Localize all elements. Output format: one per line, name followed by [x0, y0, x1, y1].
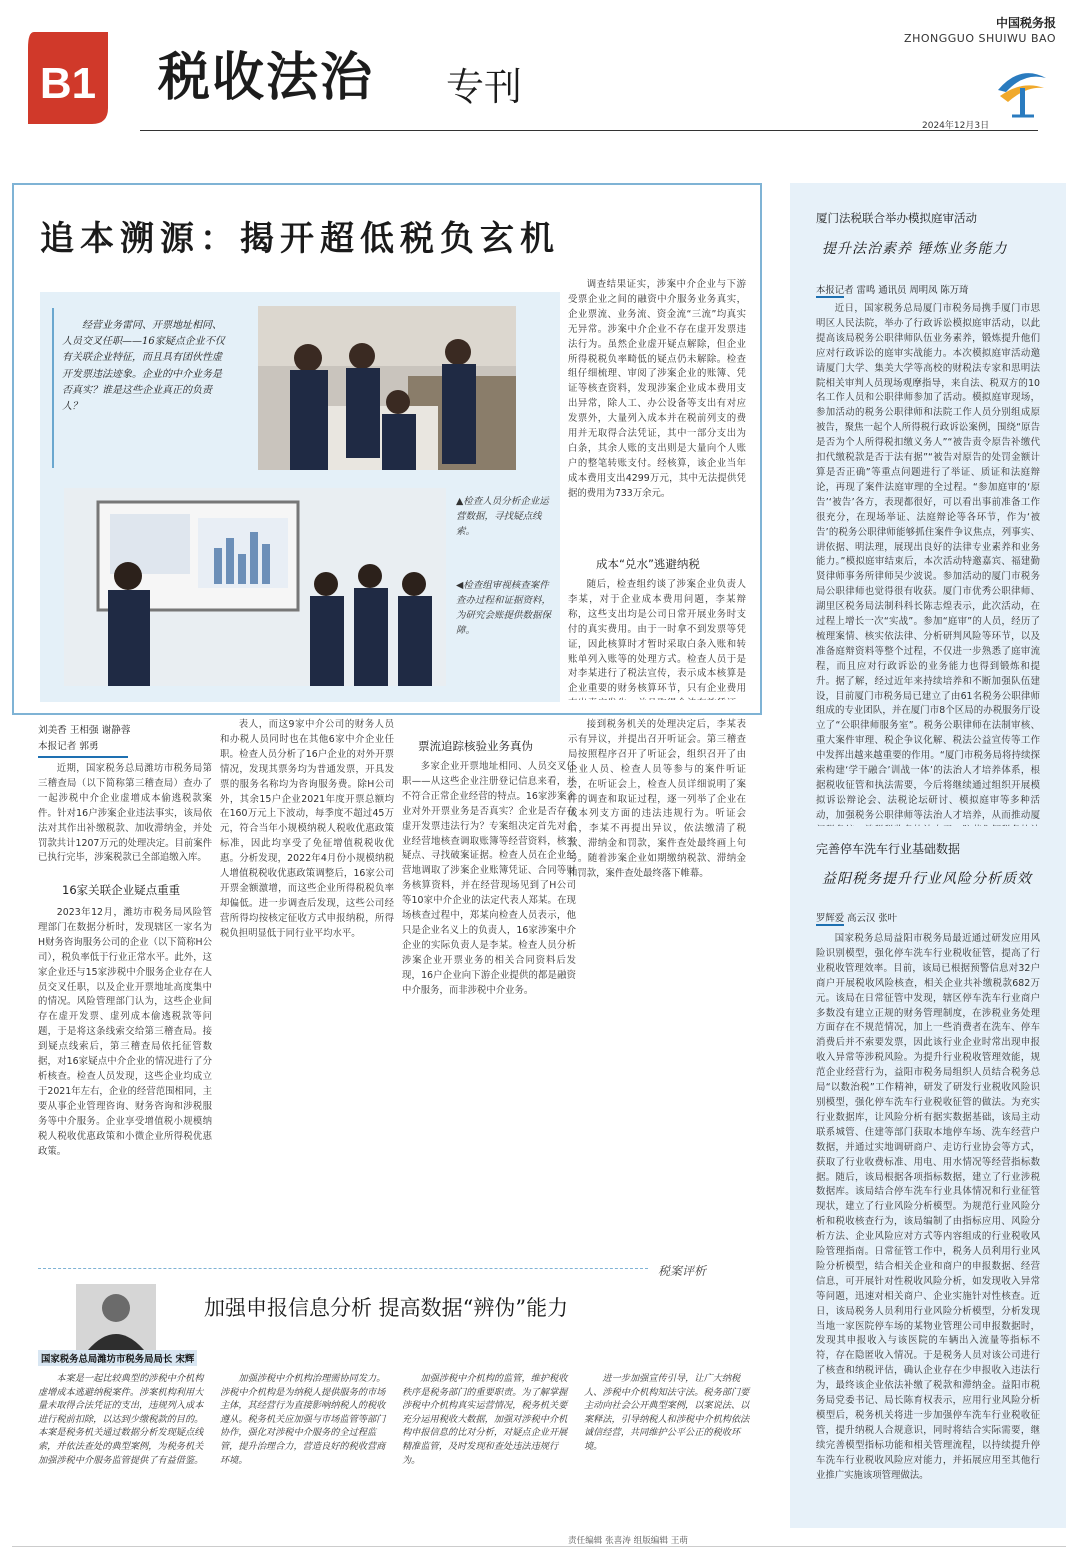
author-caption: 国家税务总局潍坊市税务局局长 宋辉: [38, 1350, 197, 1366]
paragraph: 进一步加强宣传引导，让广大纳税人、涉税中介机构知法守法。税务部门要主动向社会公开典型案例，以案说法、以案释法，引导纳税人和涉税中介机构依法诚信经营，共同维护公平公正的税收环境。: [584, 1373, 750, 1452]
paragraph: 接到税务机关的处理决定后，李某表示有异议，并提出召开听证会。第三稽查局按照程序召开了听证会，组织召开了由企业人员、检查人员等参与的案件听证会，在听证会上，检查人员详细说明了案件的调查和取证过程，逐一列举了企业在成本列支方面的违法违规行为。听证会后，李某不再提出异议，依法缴清了税款、滞纳金和罚款，案件查处最终画上句号。随着涉案企业如期缴纳税款、滞纳金和罚款，案件查处最终落下帷幕。: [568, 719, 746, 880]
sidebar-subtitle: 益阳税务提升行业风险分析质效: [822, 871, 1032, 887]
article-column: [38, 906, 212, 1250]
sidebar-headline: 完善停车洗车行业基础数据: [816, 842, 961, 856]
byline-authors: 刘美香 王相强 谢静蓉: [38, 725, 131, 736]
commentary-column: [402, 1372, 572, 1522]
paper-logo-icon: [990, 60, 1052, 122]
section-title: 税收法治: [158, 47, 375, 108]
sidebar-byline: 本报记者 雷鸣 通讯员 周明凤 陈万琦: [816, 285, 969, 296]
paragraph: 表人，而这9家中介公司的财务人员和办税人员同时也在其他6家中介企业任职。检查人员分析了16户企业的对外开票情况，发现其票务均为普通发票，开具发票的服务名称均为咨询服务费。除H公司外，其余15户企业2021年度开票总额均在160万元上下波动，每季度不超过45万元，符合当年小规模纳税人税收优惠政策标准，因此均享受了免征增值税税收优惠。分析发现，2022年4月份小规模纳税人增值税税收优惠政策调整后，16家公司开票金额激增，而这些企业所得税税负率却偏低。进一步调查后发现，这些公司经营所得均按核定征收方式申报纳税，所得税负担明显低于同行业平均水平。: [220, 719, 394, 939]
masthead-rule: [140, 130, 1038, 131]
byline-rule: [816, 924, 844, 926]
paragraph: 近日，国家税务总局厦门市税务局携手厦门市思明区人民法院，举办了行政诉讼模拟庭审活动，以此提高该局税务公职律师队伍业务素养，锻炼提升他们应对行政诉讼的庭审实战能力。本次模拟庭审活动邀请厦门大学、集美大学等高校的财税法专家和思明法院相关审判人员现场观摩指导，来自法、税双方的10名工作人员和公职律师参加了活动。模拟庭审现场，参加活动的税务公职律师和法院工作人员分别组成原被告，聚焦一起个人所得税行政诉讼案例，围绕“原告是否为个人所得税扣缴义务人”“被告责令原告补缴代扣代缴税款是否于法有据”“被告对原告的处罚金额计算是否正确”等重点问题进行了举证、质证和法庭辩论，再现了案件法庭审理的全过程。“参加庭审的‘原告’‘被告’各方，表现都很好，可以看出事前准备工作很充分，在现场举证、法庭辩论等各环节，作为‘被告’的税务公职律师能够抓住案件争议焦点，列事实、讲依据、明法理，展现出良好的法律专业素养和业务能力。”模拟庭审结束后，本次活动特邀嘉宾、福建勤贤律师事务所律师吴少波说。参加活动的厦门市税务局公职律师也觉得很有收获。厦门市优秀公职律师、湖里区税务局法制科科长陈志煌表示，此次活动，在过程上增长一次“实战”。参加“庭审”的人员，经历了梳理案情、核实依法律、分析研判风险等环节，以及准备庭辩资料等整个过程，不仅进一步熟悉了庭审流程，而且应对行政诉讼的业务能力也得到锻炼和提升。据了解，经过近年来持续培养和不断加强队伍建设，目前厦门市税务局已建立了由61名税务公职律师组成的专业团队，并在厦门市8个区局的办税服务厅设立了“公职律师服务室”。税务公职律师在法制审核、重大案件审理、税企争议化解、税法公益宣传等工作中发挥出越来越重要的作用。“厦门市税务局将持续探索构建‘学干融合’训战一体’的法治人才培养体系，根据税收征管和执法需要，今后将继续通过组织开展模拟诉讼辩论会、法税论坛研讨、模拟庭审等多种活动，加强税务公职律师等法治人才培养，从而推动厦: [816, 303, 1040, 821]
paragraph: 本案是一起比较典型的涉税中介机构虚增成本逃避纳税案件。涉案机构利用大量未取得合法凭证的支出，违规列入成本进行税前扣除，以达到少缴税款的目的。本案是税务机关通过数据分析发现疑点线索，并依法查处的典型案例，为税务机关加强涉税中介服务监管提供了有益借鉴。: [38, 1373, 204, 1466]
subheading: 票流追踪核验业务真伪: [418, 739, 533, 753]
lead-text: 经营业务雷同、开票地址相同、人员交叉任职——16家疑点企业不仅有关联企业特征，而且具有团伙性虚开发票违法迹象。企业的中介业务是否真实？谁是这些企业真正的负责人？: [62, 320, 225, 413]
article-column: [220, 718, 394, 1250]
paragraph: 近期，国家税务总局潍坊市税务局第三稽查局（以下简称第三稽查局）查办了一起涉税中介企业虚增成本偷逃税款案件。针对16户涉案企业违法事实，该局依法对其作出补缴税款、加收滞纳金，并处罚款共计1207万元的处理决定。目前案件已执行完毕，涉案税款已全部追缴入库。: [38, 763, 212, 864]
sidebar-subtitle: 提升法治素养 锤炼业务能力: [822, 241, 1008, 257]
section-subtitle: 专刊: [446, 65, 523, 109]
article-column: [568, 578, 746, 700]
issue-date: 2024年12月3日: [922, 121, 990, 131]
commentary-column: [38, 1372, 208, 1522]
photo-caption-1: ▲检查人员分析企业运营数据，寻找疑点线索。: [456, 496, 549, 537]
editor-credit: 责任编辑 张喜涛 组版编辑 王萌: [568, 1536, 688, 1546]
page-code: B1: [39, 59, 97, 108]
sidebar-byline: 罗辉爱 高云汉 张叶: [816, 913, 897, 924]
photo-inspectors-at-screen: [64, 488, 446, 686]
paragraph: 加强涉税中介机构治理需协同发力。涉税中介机构是为纳税人提供服务的市场主体，其经营行为直接影响纳税人的税收遵从。税务机关应加强与市场监管等部门协作，强化对涉税中介服务的全过程监管，提升治理合力，营造良好的税收营商环境。: [220, 1373, 386, 1466]
paragraph: 2023年12月，潍坊市税务局风险管理部门在数据分析时，发现辖区一家名为H财务咨询服务公司的企业（以下简称H公司），税负率低于行业正常水平。此外，这家企业还与15家涉税中介服务企业存在人员交叉任职，以及企业开票地址高度集中的情况。风险管理部门认为，这些企业间存在虚开发票、虚列成本偷逃税款等问题，于是将这条线索交给第三稽查局。接到疑点线索后，第三稽查局依托征管数据，对16家疑点中介企业的情况进行了分析核查。检查人员发现，这些企业均成立于2021年左右，企业的经营范围相同，主要从事企业管理咨询、财务咨询和涉税服务等中介服务。企业享受增值税小规模纳税人税收优惠政策和小微企业所得税优惠政策。: [38, 907, 212, 1157]
article-column: [402, 760, 576, 1250]
sidebar-article-body: [816, 302, 1040, 826]
author-portrait: [76, 1284, 156, 1350]
paragraph: 加强涉税中介机构的监管，维护税收秩序是税务部门的重要职责。为了解掌握涉税中介机构真实运营情况，税务机关要充分运用税收大数据，加强对涉税中介机构申报信息的比对分析，对疑点企业开展精准监管，及时发现和查处违法违规行为。: [402, 1373, 568, 1466]
paragraph: 随后，检查组约谈了涉案企业负责人李某，对于企业成本费用问题，李某辩称，这些支出均是公司日常开展业务时支付的真实费用。由于一时拿不到发票等凭证，因此核算时才暂时采取白条入账和转账单列入账等的处理方式。检查人员于是对李某进行了税法宣传，表示成本核算是企业重要的财务核算环节，只有企业费用: [568, 579, 746, 695]
article-column: [38, 762, 212, 876]
byline-reporter: 本报记者 郭勇: [38, 741, 99, 752]
subheading: 成本“兑水”逃避纳税: [596, 557, 700, 571]
page-bottom-rule: [12, 1546, 1066, 1547]
page-badge: [24, 28, 112, 128]
sidebar-headline: 厦门法税联合举办模拟庭审活动: [816, 211, 977, 225]
paper-pinyin: ZHONGGUO SHUIWU BAO: [904, 32, 1056, 45]
byline-rule: [38, 756, 128, 758]
paper-name: 中国税务报: [995, 16, 1056, 30]
commentary-headline: 加强申报信息分析 提高数据“辨伪”能力: [204, 1296, 569, 1320]
byline-rule: [816, 296, 844, 298]
article-column: [568, 278, 746, 540]
paragraph: 国家税务总局益阳市税务局最近通过研发应用风险识别模型，强化停车洗车行业税收征管，提高了行业税收管理效率。目前，该局已根据预警信息对32户商户开展税收风险核查，相关企业共补缴税款682万元。该局在日常征管中发现，辖区停车洗车行业商户多数没有建立正规的财务管理制度，在涉税业务处理方面存在不规范情况，加上一些消费者在洗车、停车消费后并不索要发票，因此该行业企业时常出现申报收入异常等涉税风险。为提升行业税收管理效能，规范企业经营行为，益阳市税务局组织人员结合税务总局“以数治税”工作精神，研发了研发行业税收风险识别模型，强化停车洗车行业税收征管的做法。为充实行业数据库，让风险分析有据实数据基础，该局主动联系城管、住建等部门获取本地停车场、洗车经营户数据，并通过实地调研商户、走访行业协会等方式，获取了行业收费标准、用电、用水情况等经营指标数据。随后，该局根据各项指标数据，建立了行业涉税数据库。该局结合停车洗车行业具体情况和行业征管现状，建立了行业风险分析模型。为规范行业风险分析和税收核查行为，该局编制了由指标应用、风险分析方法、企业风险应对方式等内容组成的行业税收风险管理指南。日常征管工作中，税务人员利用行业风险分析模型，结合相关企业和商户的申报数据、经营信息，可开展针对性税收风险分析，如发现收入异常等问题，迅速对相关商户、企业实施针对性核查。近日，该局税务人员利用行业风险分析模型，分析发现当地一家医院停车场的某物业管理公司申报数据时，发现其申报收入与该医院的车辆出入流量等指标不符，存在隐匿收入情况。于是税务人员对该公司进行了核查和纳税评估，确认企业存在少申报收入违法行为，最终该企业依法补缴了税款和滞纳金。益阳市税务局党委书记、局长陈育权表示，应用行业风险分析模型后，税务机关将进一步加强停车洗车行业税收征管，提升纳税人合规意识，同时将结合实际需要，继续完善模型指标功能和相关管理流程，以持续提升停车洗车行业税收风险应对能力，并拓展应用至其他行业推广实施该项管理做法。: [816, 933, 1040, 1481]
photo-inspectors-at-desk: [258, 306, 516, 470]
paragraph: 多家企业开票地址相同、人员交叉任职——从这些企业注册登记信息来看，并不符合正常企业经营的特点。16家涉案企业对外开票业务是否真实？企业是否存在虚开发票违法行为？专案组决定首先对企业经营地核查调取账簿等经营资料，核实疑点、寻找破案证据。检查人员在企业经营地调取了涉案企业账簿凭证、合同等财务核算资料，并在经营现场见到了H公司等10家中介企业的法定代表人郑某。在现场核查过程中，郑某向检查人员表示，他只是企业名义上的负责人，16家涉案中介企业的实际负责人是李某。检查人员分析涉案企业开票业务的相关合同资料后发现，16户企业向下游企业提供的都是融资中介服务，而非涉税中介业务。: [402, 761, 576, 996]
paragraph: 调查结果证实，涉案中介企业与下游受票企业之间的融资中介服务业务真实，企业票流、业务流、资金流“三流”均真实无异常。涉案中介企业不存在虚开发票违法行为。虽然企业虚开疑点解除，但企业所得税税负率畸低的疑点仍未解除。检查组仔细梳理、审阅了涉案企业的账簿、凭证等核查资料，发现涉案企业成本费用支出异常，除人工、办公设备等支出有对应发票外，大量列入成本并在税前列支的费用并无取得合法凭证，其中一部分支出为白条，其余人账的支出则是大量向个人账户的整笔转账支付。经核算，该企业当年成本费用支出4299万元，其中无法提供凭据的费用为733万余元。: [568, 279, 746, 499]
commentary-column: [220, 1372, 390, 1522]
article-column: [568, 718, 746, 1250]
photo-caption-2: ◀检查组审视核查案件查办过程和证据资料，为研究会账提供数据保障。: [456, 580, 552, 636]
main-headline: 追本溯源：揭开超低税负玄机: [40, 219, 560, 259]
sidebar-article-body: [816, 932, 1040, 1520]
commentary-column: [584, 1372, 754, 1522]
commentary-tag: 税案评析: [658, 1264, 707, 1278]
commentary-rule: [38, 1268, 648, 1269]
subheading: 16家关联企业疑点重重: [62, 883, 181, 897]
